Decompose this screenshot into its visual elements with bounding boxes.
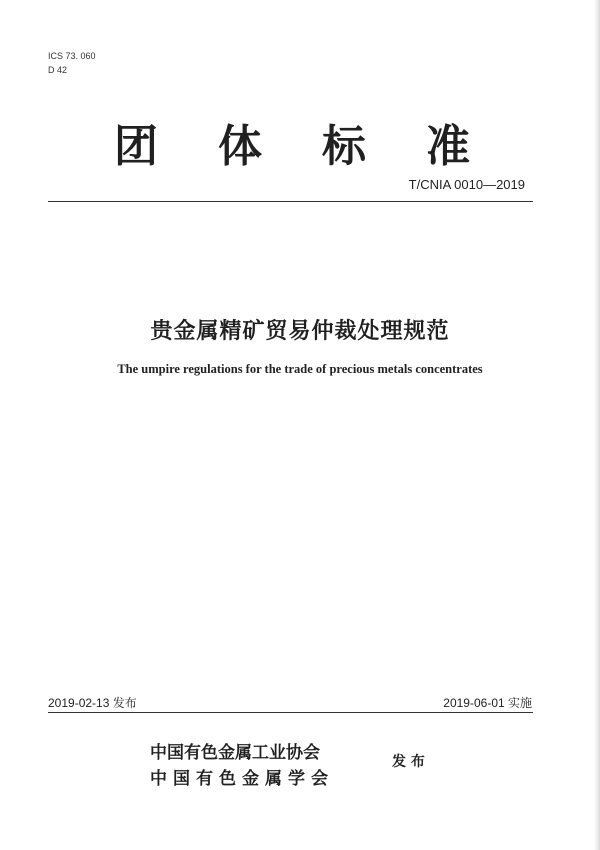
ccs-code: D 42	[48, 65, 68, 75]
publish-label: 发 布	[392, 754, 425, 770]
publishers-block	[150, 740, 334, 792]
doc-type-char: 体	[218, 121, 262, 172]
title-chinese: 贵金属精矿贸易仲裁处理规范	[150, 319, 450, 344]
top-divider	[48, 201, 533, 202]
standard-number: T/CNIA 0010—2019	[408, 177, 525, 192]
doc-type-char: 准	[426, 121, 470, 172]
doc-type-char: 团	[114, 121, 158, 172]
title-english: The umpire regulations for the trade of precious metals concentrates	[117, 362, 483, 376]
document-type-heading	[114, 110, 530, 174]
issue-date: 2019-02-13 发布	[48, 696, 137, 710]
ics-code: ICS 73. 060	[48, 51, 96, 61]
bottom-divider	[48, 712, 533, 713]
publisher-name: 中国有色金属工业协会	[150, 743, 320, 763]
classification-codes	[48, 49, 96, 77]
doc-type-char: 标	[322, 121, 366, 172]
scan-edge-shadow	[594, 0, 600, 850]
publisher-name: 中国有色金属学会	[150, 769, 334, 789]
implementation-date: 2019-06-01 实施	[443, 696, 532, 710]
